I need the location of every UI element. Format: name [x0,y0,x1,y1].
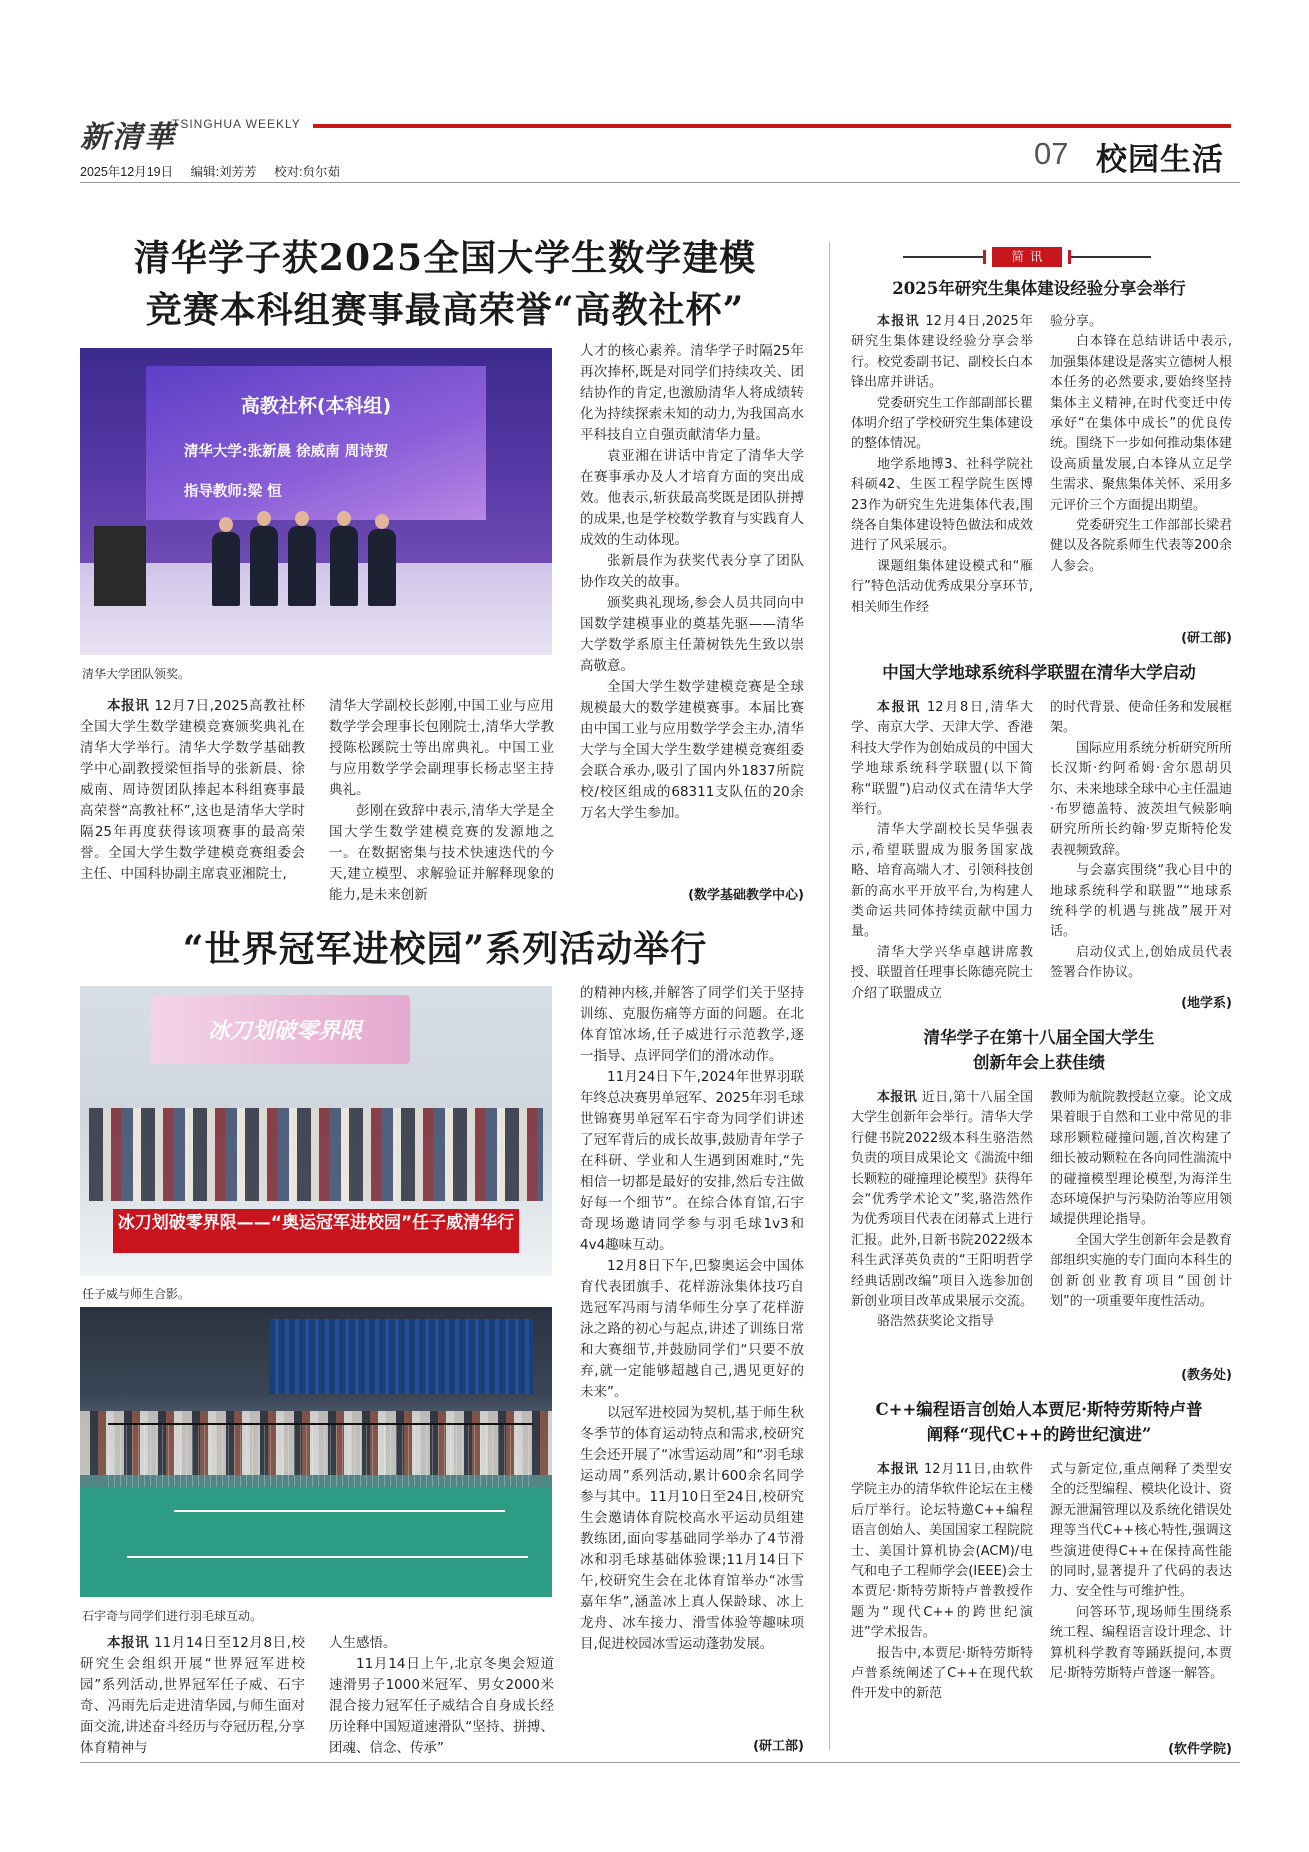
article1-col3-p5: 全国大学生数学建模竞赛是全球规模最大的数学建模赛事。本届比赛由中国工业与应用数学学会主办,清华大学与全国大学生数学建模竞赛组委会联合承办,吸引了国内外1837所院校/校区组成的68311支队伍的20余万名大学生参加。 [580,679,804,821]
article1-col3-p4: 颁奖典礼现场,参会人员共同向中国数学建模事业的奠基先驱——清华大学数学系原主任萧树铁先生致以崇高敬意。 [580,595,804,674]
person [330,526,358,606]
article2-col3-p2: 11月24日下午,2024年世界羽联年终总决赛男单冠军、2025年羽毛球世锦赛男单冠军石宇奇为同学们讲述了冠军背后的成长故事,鼓励青年学子在科研、学业和人生遇到困难时,“先相信一切都是最好的安排,然后专注做好每一个细节”。在综合体育馆,石宇奇现场邀请同学参与羽毛球1v3和4v4趣味互动。 [580,1069,804,1253]
brief-tick-left [983,250,986,264]
article1-col3-p1: 人才的核心素养。清华学子时隔25年再次捧杯,既是对同学们持续攻关、团结协作的肯定,也激励清华人将成绩转化为持续探索未知的动力,为我国高水平科技自立自强贡献清华力量。 [580,343,804,443]
group-crowd [89,1108,542,1201]
brief4-byline: 本报讯 [877,1462,919,1477]
brief-rule-right [1071,256,1151,258]
brief4-headline-line1: C++编程语言创始人本贾尼·斯特劳斯特卢普 [875,1400,1203,1419]
article2-headline: “世界冠军进校园”系列活动举行 [182,928,708,970]
page-number: 07 [1034,136,1069,171]
award-photo-caption: 清华大学团队领奖。 [82,667,191,681]
brief2-left-p3: 清华大学兴华卓越讲席教授、联盟首任理事长陈德亮院士介绍了联盟成立 [851,944,1034,1001]
brief2-right-p3: 与会嘉宾围绕“我心目中的地球系统科学和联盟”“地球系统科学的机遇与挑战”展开对话。 [1050,863,1232,940]
bottom-divider [80,1762,1240,1763]
brief3-headline-line2: 创新年会上获佳绩 [973,1053,1105,1072]
award-photo-title: 高教社杯(本科组) [240,394,392,417]
badminton-photo-caption: 石宇奇与同学们进行羽毛球互动。 [82,1609,263,1623]
brief3-right-column [1050,1088,1232,1312]
brief-rule-left [903,256,983,258]
article1-headline [80,232,810,336]
article2-col3-p1: 的精神内核,并解答了同学们关于坚持训练、克服伤痛等方面的问题。在北体育馆冰场,任子威进行示范教学,逐一指导、点评同学们的滑冰动作。 [580,985,804,1064]
brief2-right-column [1050,698,1232,984]
article2-source: (研工部) [753,1739,804,1754]
article1-col3-p2: 袁亚湘在讲话中肯定了清华大学在赛事承办及人才培育方面的突出成效。他表示,斩获最高奖既是团队拼搏的成果,也是学校数学教育与实践育人成效的生动体现。 [580,448,804,548]
award-photo-advisor: 指导教师:梁 恒 [183,484,282,500]
brief1-source: (研工部) [1181,631,1232,646]
brief3-left-p2: 骆浩然获奖论文指导 [877,1314,995,1330]
person [250,526,278,606]
article1-col1-text: 12月7日,2025高教社杯全国大学生数学建模竞赛颁奖典礼在清华大学举行。清华大学数学基础教学中心副教授梁恒指导的张新晨、徐威南、周诗贺团队捧起本科组赛事最高荣誉“高教社杯”,这也是清华大学时隔25年再度获得该项赛事的最高荣誉。全国大学生数学建模竞赛组委会主任、中国科协副主席袁亚湘院士, [80,698,306,882]
brief3-source: (教务处) [1181,1368,1232,1383]
masthead-divider [80,182,1240,183]
brief2-byline: 本报讯 [877,700,922,715]
article2-col2-p1: 人生感悟。 [329,1635,397,1651]
brief4-right-column [1050,1460,1232,1684]
lectern [94,526,146,606]
article2-col2-p2: 11月14日上午,北京冬奥会短道速滑男子1000米冠军、男女2000米混合接力冠军任子威结合自身成长经历诠释中国短道速滑队“坚持、拼搏、团魂、信念、传承” [329,1656,554,1756]
brief4-right-p2: 问答环节,现场师生围绕系统工程、编程语言设计理念、计算机科学教育等踊跃提问,本贾尼·斯特劳斯特卢普逐一解答。 [1050,1604,1233,1682]
article2-column1 [80,1633,305,1759]
brief1-right-column [1050,312,1232,577]
ice-rink-group-photo [80,986,552,1276]
badminton-court [80,1487,552,1597]
person [368,529,396,606]
brief2-left-column [851,698,1033,1004]
brief2-source: (地学系) [1181,996,1232,1011]
brief4-right-p1: 式与新定位,重点阐释了类型安全的泛型编程、模块化设计、资源无泄漏管理以及系统化错误处理等当代C++核心特性,强调这些演进使得C++在保持高性能的同时,显著提升了代码的表达力、安全性与可维护性。 [1050,1462,1233,1600]
stage-floor [80,563,552,655]
rink-backdrop-banner [151,995,411,1065]
brief3-left-p1: 近日,第十八届全国大学生创新年会举行。清华大学行健书院2022级本科生骆浩然负责的项目成果论文《湍流中细长颗粒的碰撞理论模型》获得年会“优秀学术论文”奖,骆浩然作为优秀项目代表在闭幕式上进行汇报。此外,日新书院2022级本科生武泽英负责的“王阳明哲学经典话剧改编”项目入选参加创新创业项目改革成果展示交流。 [851,1090,1034,1310]
brief3-headline-line1: 清华学子在第十八届全国大学生 [923,1028,1155,1047]
masthead-red-rule [313,124,1231,128]
brief1-byline: 本报讯 [877,314,920,329]
brief2-right-p1: 的时代背景、使命任务和发展框架。 [1050,700,1233,736]
brief2-left-p2: 清华大学副校长吴华强表示,希望联盟成为服务国家战略、培育高端人才、引领科技创新的高水平开放平台,为构建人类命运共同体持续贡献中国力量。 [851,822,1034,940]
masthead-meta [80,162,354,180]
article1-col2-p1: 清华大学副校长彭刚,中国工业与应用数学学会理事长包刚院士,清华大学教授陈松蹊院士等出席典礼。中国工业与应用数学学会副理事长杨志坚主持典礼。 [329,698,554,798]
brief-header [903,247,1151,267]
badminton-photo [80,1307,552,1597]
article1-source: (数学基础教学中心) [688,888,804,903]
article1-col2-p2: 彭刚在致辞中表示,清华大学是全国大学生数学建模竞赛的发源地之一。在数据密集与技术快速迭代的今天,建立模型、求解验证并解释现象的能力,是未来创新 [329,803,554,903]
article2-column3 [580,983,804,1655]
brief1-left-column [851,312,1033,618]
proofreader-credit: 校对:贠尔茹 [274,165,341,179]
event-banner: 冰刀划破零界限——“奥运冠军进校园”任子威清华行 [113,1209,519,1253]
article1-col3-p3: 张新晨作为获奖代表分享了团队协作攻关的故事。 [580,553,804,590]
article2-col3-p4: 以冠军进校园为契机,基于师生秋冬季节的体育运动特点和需求,校研究生会还开展了“冰雪运动周”和“羽毛球运动周”系列活动,累计600余名同学参与其中。11月10日至24日,校研究生会邀请体育院校高水平运动员组建教练团,面向零基础同学举办了4节滑冰和羽毛球基础体验课;11月14日下午,校研究生会在北体育馆举办“冰雪嘉年华”,涵盖冰上真人保龄球、冰上龙舟、冰车接力、滑雪体验等趣味项目,促进校园冰雪运动蓬勃发展。 [580,1405,804,1652]
award-photo-team: 清华大学:张新晨 徐威南 周诗贺 [183,444,389,461]
brief2-right-p4: 启动仪式上,创始成员代表签署合作协议。 [1050,944,1232,981]
masthead-logo: 新清華 [80,120,176,155]
brief3-headline [849,1025,1229,1075]
brief3-right-p2: 全国大学生创新年会是教育部组织实施的专门面向本科生的创新创业教育项目“国创计划”的一项重要年度性活动。 [1050,1232,1233,1310]
brief1-right-p1: 验分享。 [1050,314,1103,329]
stadium-seats [269,1319,533,1394]
brief3-left-column [851,1088,1033,1333]
article2-col1-text: 11月14日至12月8日,校研究生会组织开展“世界冠军进校园”系列活动,世界冠军任子威、石宇奇、冯雨先后走进清华园,与师生面对面交流,讲述奋斗经历与夺冠历程,分享体育精神与 [80,1635,306,1756]
brief4-left-p1: 12月11日,由软件学院主办的清华软件论坛在主楼后厅举行。论坛特邀C++编程语言创始人、美国国家工程院院士、美国计算机协会(ACM)/电气和电子工程师学会(IEEE)会士本贾尼·斯特劳斯特卢普教授作题为“现代C++的跨世纪演进”学术报告。 [851,1462,1034,1641]
section-title: 校园生活 [1096,142,1224,178]
article2-column2 [329,1633,554,1759]
editor-credit: 编辑:刘芳芳 [190,165,257,179]
article1-column1 [80,696,305,885]
brief1-left-p4: 课题组集体建设模式和“雁行”特色活动优秀成果分享环节,相关师生作经 [851,558,1033,615]
brief4-source: (软件学院) [1168,1742,1232,1757]
brief1-right-p2: 白本锋在总结讲话中表示,加强集体建设是落实立德树人根本任务的必然要求,要始终坚持集体主义精神,在时代变迁中传承好“在集体中成长”的优良传统。围绕下一步如何推动集体建设高质量发展,白本锋从立足学生需求、聚焦集体关怀、采用多元评价三个方面提出期望。 [1050,334,1233,513]
brief3-right-p1: 教师为航院教授赵立豪。论文成果着眼于自然和工业中常见的非球形颗粒碰撞问题,首次构建了细长被动颗粒在各向同性湍流中的碰撞模型理论模型,为海洋生态环境保护与污染防治等应用领域提供理论指导。 [1050,1090,1233,1228]
group-photo-caption: 任子威与师生合影。 [82,1287,191,1301]
article1-headline-line1: 清华学子获2025全国大学生数学建模 [133,237,757,279]
article1-column2 [329,696,554,906]
article1-byline: 本报讯 [107,698,150,714]
brief1-headline: 2025年研究生集体建设经验分享会举行 [892,279,1186,298]
article1-column3 [580,341,804,824]
person [212,532,240,606]
article2-col3-p3: 12月8日下午,巴黎奥运会中国体育代表团旗手、花样游泳集体技巧自选冠军冯雨与清华师生分享了花样游泳之路的初心与起点,讲述了训练日常和大赛细节,并鼓励同学们“只要不放弃,就一定能够超越自己,遇见更好的未来”。 [580,1258,804,1400]
brief1-left-p3: 地学系地博3、社科学院社科硕42、生医工程学院生医博23作为研究生先进集体代表,围绕各自集体建设特色做法和成效进行了风采展示。 [851,456,1034,554]
column-divider [829,242,830,1750]
rink-backdrop-text: 冰刀划破零界限 [207,1019,362,1045]
court-line [174,1510,504,1512]
brief4-headline-line2: 阐释“现代C++的跨世纪演进” [926,1425,1152,1444]
masthead-logo-english: TSINGHUA WEEKLY [172,117,301,131]
brief4-headline [849,1397,1229,1447]
brief-tag: 简讯 [992,247,1062,267]
brief1-right-p3: 党委研究生工作部部长梁君健以及各院系师生代表等200余人参会。 [1050,518,1233,574]
brief2-headline: 中国大学地球系统科学联盟在清华大学启动 [882,663,1196,682]
badminton-net [108,1423,533,1487]
article2-byline: 本报讯 [107,1635,150,1651]
brief3-byline: 本报讯 [877,1090,918,1105]
brief1-left-p2: 党委研究生工作部副部长瞿体明介绍了学校研究生集体建设的整体情况。 [851,395,1034,452]
brief2-right-p2: 国际应用系统分析研究所所长汉斯·约阿希姆·舍尔恩胡贝尔、未来地球全球中心主任温迪·布罗德盖特、波茨坦气候影响研究所所长约翰·罗克斯特伦发表视频致辞。 [1050,740,1233,858]
award-photo [80,348,552,655]
issue-date: 2025年12月19日 [80,165,174,179]
article1-headline-line2: 竞赛本科组赛事最高荣誉“高教社杯” [145,289,745,331]
brief2-left-p1: 12月8日,清华大学、南京大学、天津大学、香港科技大学作为创始成员的中国大学地球系统科学联盟(以下简称“联盟”)启动仪式在清华大学举行。 [851,700,1034,818]
person [288,526,316,606]
brief4-left-p2: 报告中,本贾尼·斯特劳斯特卢普系统阐述了C++在现代软件开发中的新范 [851,1645,1033,1702]
brief4-left-column [851,1460,1033,1705]
court-line [127,1556,528,1558]
brief1-left-p1: 12月4日,2025年研究生集体建设经验分享会举行。校党委副书记、副校长白本锋出席并讲话。 [851,314,1034,391]
